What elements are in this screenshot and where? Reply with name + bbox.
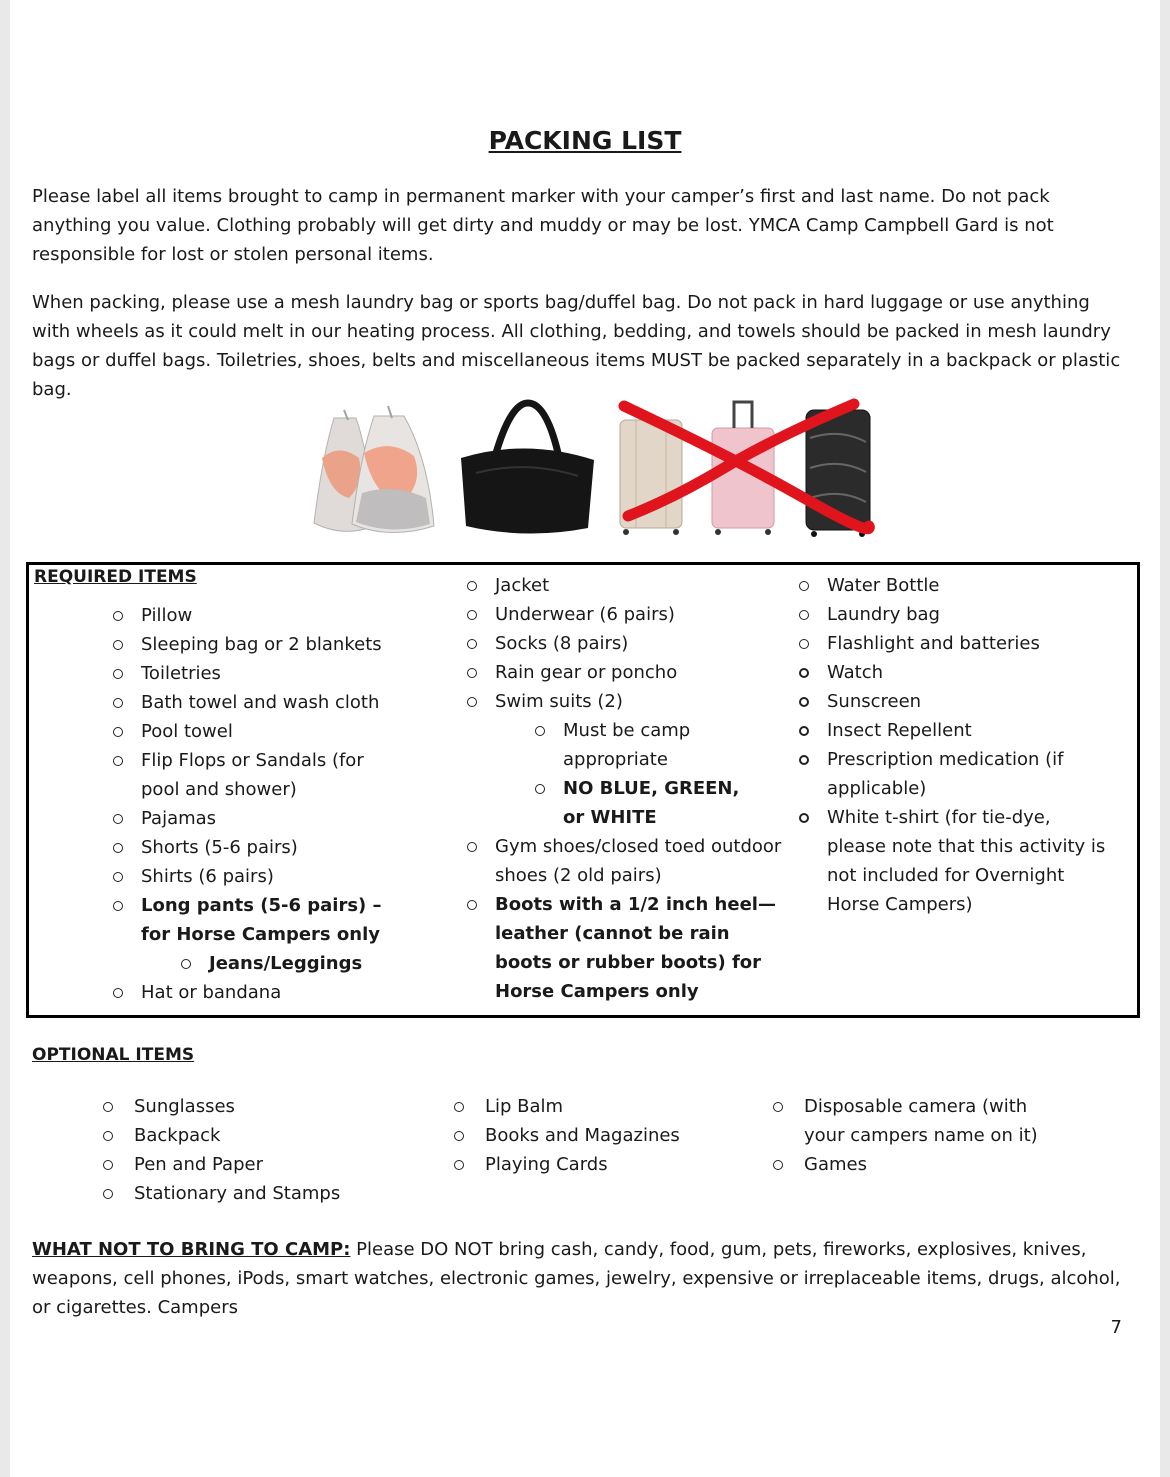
list-item: Sunglasses <box>100 1092 400 1121</box>
list-item: Toiletries <box>109 659 429 688</box>
list-item: Hat or bandana <box>109 978 429 1007</box>
list-item: Backpack <box>100 1121 400 1150</box>
required-col-3 <box>795 571 1115 919</box>
list-item: Lip Balm <box>451 1092 751 1121</box>
list-item: Laundry bag <box>795 600 1115 629</box>
list-item: Water Bottle <box>795 571 1115 600</box>
list-item-sub: Jeans/Leggings <box>109 949 429 978</box>
optional-items-heading: OPTIONAL ITEMS <box>32 1045 195 1065</box>
list-item: White t-shirt (for tie-dye, please note that this activity is not included for Overnight Horse Campers) <box>795 803 1112 919</box>
optional-col-1 <box>100 1092 400 1208</box>
required-col-2 <box>463 571 803 1006</box>
page-number: 7 <box>1110 1317 1122 1338</box>
list-item: Playing Cards <box>451 1150 751 1179</box>
list-item: Long pants (5-6 pairs) – for Horse Campers only <box>109 891 391 949</box>
page-title: PACKING LIST <box>488 126 682 155</box>
list-item: Pool towel <box>109 717 429 746</box>
list-item: Watch <box>795 658 1115 687</box>
list-item: Disposable camera (with your campers name on it) <box>770 1092 1070 1150</box>
list-item: Shirts (6 pairs) <box>109 862 429 891</box>
list-item: Flip Flops or Sandals (for pool and shower) <box>109 746 401 804</box>
list-item: Boots with a 1/2 inch heel— leather (cannot be rain boots or rubber boots) for Horse Campers only <box>463 890 787 1006</box>
list-item: Rain gear or poncho <box>463 658 803 687</box>
list-item: Books and Magazines <box>451 1121 751 1150</box>
list-item: Jacket <box>463 571 803 600</box>
list-item: Shorts (5-6 pairs) <box>109 833 429 862</box>
hard-luggage-crossed-out-image <box>614 398 876 540</box>
not-to-bring-paragraph <box>32 1235 1132 1322</box>
mesh-laundry-bags-image <box>304 398 452 540</box>
list-item: Bath towel and wash cloth <box>109 688 429 717</box>
list-item: Sleeping bag or 2 blankets <box>109 630 429 659</box>
list-item: Pen and Paper <box>100 1150 400 1179</box>
list-item-sub: NO BLUE, GREEN, or WHITE <box>463 774 763 832</box>
optional-col-2 <box>451 1092 751 1179</box>
list-item: Flashlight and batteries <box>795 629 1115 658</box>
document-page <box>10 0 1160 1477</box>
list-item: Swim suits (2) <box>463 687 803 716</box>
list-item: Prescription medication (if applicable) <box>795 745 1087 803</box>
bag-images <box>296 398 876 540</box>
required-items-heading: REQUIRED ITEMS <box>34 567 197 587</box>
list-item: Underwear (6 pairs) <box>463 600 803 629</box>
duffel-bag-image <box>456 398 598 540</box>
list-item: Sunscreen <box>795 687 1115 716</box>
required-items-box <box>26 562 1140 1018</box>
intro-paragraph-packing: When packing, please use a mesh laundry bag or sports bag/duffel bag. Do not pack in hard luggage or use anything with wheels as it could melt in our heating process. All clothing, bedding, and towels should be packed in mesh laundry bags or duffel bags. Toiletries, shoes, belts and miscellaneous items MUST be packed separately in a backpack or plastic bag. <box>32 292 1121 400</box>
list-item-sub: Must be camp appropriate <box>463 716 763 774</box>
list-item: Games <box>770 1150 1070 1179</box>
list-item: Pajamas <box>109 804 429 833</box>
not-to-bring-label: WHAT NOT TO BRING TO CAMP: <box>32 1239 351 1260</box>
optional-col-3 <box>770 1092 1070 1179</box>
list-item: Stationary and Stamps <box>100 1179 400 1208</box>
not-to-bring-text: Please DO NOT bring cash, candy, food, gum, pets, fireworks, explosives, knives, weapons, cell phones, iPods, smart watches, electronic games, jewelry, expensive or irreplaceable items, drugs, alcohol, or cigarettes. Campers <box>32 1239 1121 1318</box>
list-item: Gym shoes/closed toed outdoor shoes (2 old pairs) <box>463 832 785 890</box>
intro-paragraph-labeling: Please label all items brought to camp in permanent marker with your camper’s first and last name. Do not pack anything you value. Clothing probably will get dirty and muddy or may be lost. YMCA Camp Campbell Gard is not responsible for lost or stolen personal items. <box>32 186 1054 265</box>
list-item: Socks (8 pairs) <box>463 629 803 658</box>
required-col-1 <box>109 601 429 1007</box>
list-item: Insect Repellent <box>795 716 1115 745</box>
list-item: Pillow <box>109 601 429 630</box>
